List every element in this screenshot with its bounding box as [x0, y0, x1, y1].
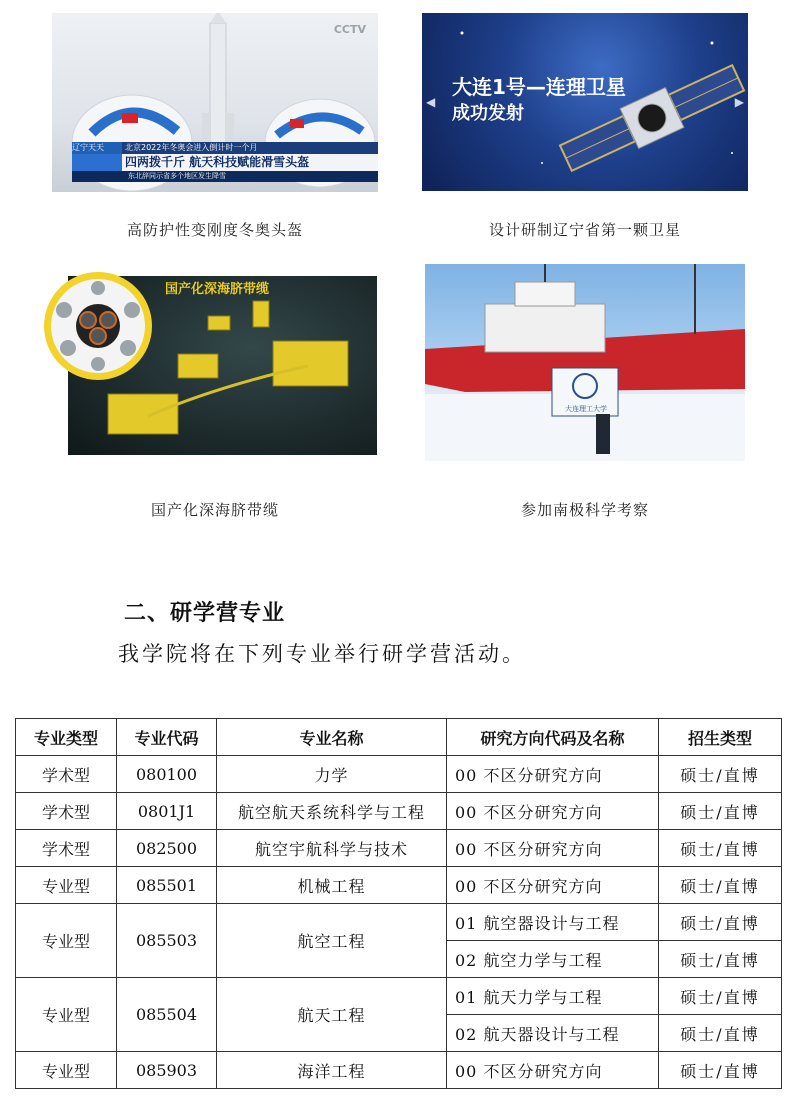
chevron-right-icon[interactable]: ▶ [734, 95, 744, 109]
research-direction: 02 航空力学与工程 [447, 941, 659, 978]
satellite-title-line1: 大连1号—连理卫星 [452, 75, 626, 99]
news-lower-third [72, 142, 378, 182]
region-tag: 辽宁天天 [72, 142, 122, 154]
major-type: 专业型 [16, 1052, 117, 1089]
region-block [72, 154, 122, 171]
table-row [16, 830, 782, 867]
research-direction: 00 不区分研究方向 [447, 1052, 659, 1089]
cable-cross-section-icon [40, 266, 160, 386]
major-name: 航空工程 [217, 904, 447, 978]
research-direction: 00 不区分研究方向 [447, 756, 659, 793]
major-name: 力学 [217, 756, 447, 793]
header-major-code: 专业代码 [117, 719, 217, 756]
photo-umbilical-cable [40, 266, 377, 455]
major-code: 085501 [117, 867, 217, 904]
major-code: 085504 [117, 978, 217, 1052]
major-type: 专业型 [16, 904, 117, 978]
section-title: 二、研学营专业 [124, 601, 286, 626]
majors-table [15, 718, 782, 1089]
major-name: 航天工程 [217, 978, 447, 1052]
table-row [16, 756, 782, 793]
enrollment-type: 硕士/直博 [659, 941, 782, 978]
table-row [16, 978, 782, 1015]
university-flag-text: 大连理工大学 [565, 405, 607, 413]
table-row [16, 793, 782, 830]
caption-ski-helmet: 高防护性变刚度冬奥头盔 [126, 221, 303, 239]
major-code: 080100 [117, 756, 217, 793]
photo-satellite [422, 13, 748, 191]
header-research-direction: 研究方向代码及名称 [447, 719, 659, 756]
major-name: 机械工程 [217, 867, 447, 904]
photo-ski-helmet [52, 13, 378, 192]
enrollment-type: 硕士/直博 [659, 1052, 782, 1089]
header-major-type: 专业类型 [16, 719, 117, 756]
satellite-title-line2: 成功发射 [452, 103, 524, 124]
table-row [16, 1052, 782, 1089]
enrollment-type: 硕士/直博 [659, 867, 782, 904]
major-type: 专业型 [16, 867, 117, 904]
news-headline: 四两拨千斤 航天科技赋能滑雪头盔 [122, 154, 378, 171]
table-row [16, 904, 782, 941]
enrollment-type: 硕士/直博 [659, 756, 782, 793]
table-row [16, 867, 782, 904]
enrollment-type: 硕士/直博 [659, 1015, 782, 1052]
major-code: 085903 [117, 1052, 217, 1089]
header-major-name: 专业名称 [217, 719, 447, 756]
enrollment-type: 硕士/直博 [659, 793, 782, 830]
caption-umbilical-cable: 国产化深海脐带缆 [150, 501, 279, 519]
research-direction: 01 航天力学与工程 [447, 978, 659, 1015]
photo-antarctic-expedition [425, 264, 745, 461]
caption-satellite: 设计研制辽宁省第一颗卫星 [488, 221, 681, 239]
channel-logo: CCTV [333, 23, 366, 36]
major-code: 085503 [117, 904, 217, 978]
research-direction: 01 航空器设计与工程 [447, 904, 659, 941]
enrollment-type: 硕士/直博 [659, 830, 782, 867]
table-header-row [16, 719, 782, 756]
news-ticker-top: 北京2022年冬奥会进入倒计时一个月 [122, 142, 378, 154]
enrollment-type: 硕士/直博 [659, 904, 782, 941]
research-direction: 00 不区分研究方向 [447, 830, 659, 867]
major-code: 082500 [117, 830, 217, 867]
header-enrollment-type: 招生类型 [659, 719, 782, 756]
icebreaker-illustration [425, 264, 745, 461]
major-type: 专业型 [16, 978, 117, 1052]
chevron-left-icon[interactable]: ◀ [426, 95, 436, 109]
research-direction: 02 航天器设计与工程 [447, 1015, 659, 1052]
major-name: 航空航天系统科学与工程 [217, 793, 447, 830]
cable-label: 国产化深海脐带缆 [165, 282, 270, 297]
major-code: 0801J1 [117, 793, 217, 830]
section-intro: 我学院将在下列专业举行研学营活动。 [118, 642, 526, 666]
major-name: 海洋工程 [217, 1052, 447, 1089]
major-type: 学术型 [16, 793, 117, 830]
caption-antarctic-expedition: 参加南极科学考察 [520, 501, 649, 519]
enrollment-type: 硕士/直博 [659, 978, 782, 1015]
major-name: 航空宇航科学与技术 [217, 830, 447, 867]
news-ticker-bottom: 东北辞同示省多个地区发生降雪 [72, 171, 378, 182]
major-type: 学术型 [16, 830, 117, 867]
major-type: 学术型 [16, 756, 117, 793]
research-direction: 00 不区分研究方向 [447, 867, 659, 904]
research-direction: 00 不区分研究方向 [447, 793, 659, 830]
